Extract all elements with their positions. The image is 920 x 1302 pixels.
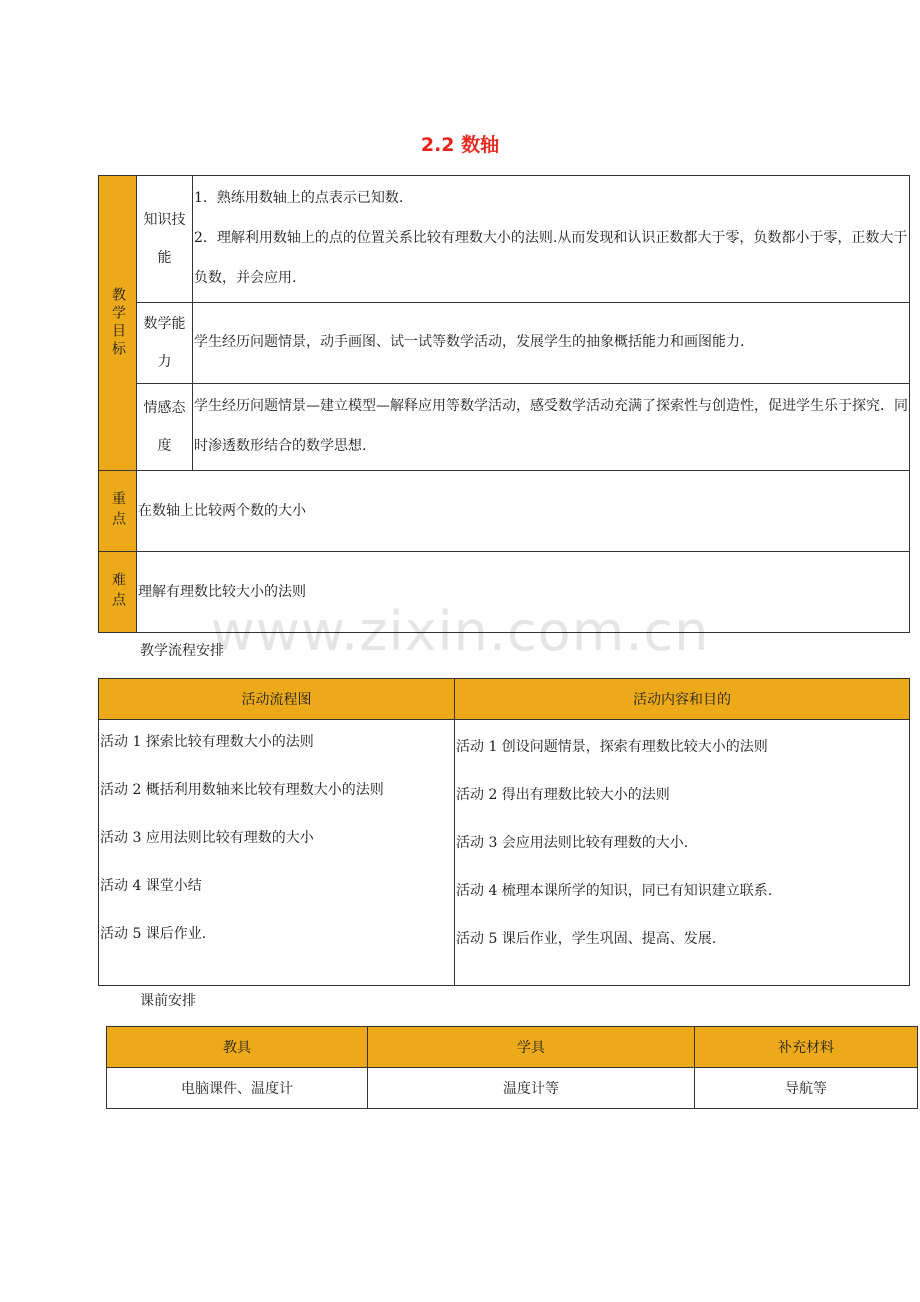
page-title: 2.2 数轴: [420, 134, 500, 156]
table-row: [99, 679, 910, 720]
list-item: 活动 3 应用法则比较有理数的大小: [100, 830, 314, 846]
table-row: [99, 471, 910, 552]
prep-value-extra: 导航等: [695, 1068, 918, 1109]
flow-left-cell: [99, 720, 455, 986]
key-point-text: 在数轴上比较两个数的大小: [137, 471, 910, 552]
objective-label-knowledge: 知识技能: [137, 176, 193, 303]
table-row: [99, 720, 910, 986]
objective-label-math: 数学能力: [137, 303, 193, 384]
prep-table: [106, 1026, 918, 1109]
list-item: 活动 4 梳理本课所学的知识，同已有知识建立联系.: [456, 883, 773, 899]
list-item: 活动 5 课后作业.: [100, 926, 207, 942]
prep-value-student: 温度计等: [368, 1068, 695, 1109]
table-row: [99, 303, 910, 384]
flow-right-cell: [455, 720, 910, 986]
objectives-table: [98, 175, 910, 633]
key-point-label: 重点: [99, 471, 137, 552]
list-item: 活动 5 课后作业，学生巩固、提高、发展.: [456, 931, 717, 947]
prep-header-extra: 补充材料: [695, 1027, 918, 1068]
prep-header-teacher: 教具: [107, 1027, 368, 1068]
difficulty-text: 理解有理数比较大小的法则: [137, 552, 910, 633]
list-item: 活动 3 会应用法则比较有理数的大小.: [456, 835, 689, 851]
objective-content-math: 学生经历问题情景，动手画图、试一试等数学活动，发展学生的抽象概括能力和画图能力.: [193, 303, 910, 384]
list-item: 活动 2 得出有理数比较大小的法则: [456, 787, 670, 803]
difficulty-label: 难点: [99, 552, 137, 633]
flow-section-label: 教学流程安排: [140, 643, 224, 659]
objective-label-emotion: 情感态度: [137, 384, 193, 471]
flow-header-chart: 活动流程图: [99, 679, 455, 720]
prep-section-label: 课前安排: [140, 993, 196, 1009]
objective-content-emotion: 学生经历问题情景—建立模型—解释应用等数学活动，感受数学活动充满了探索性与创造性，促进学生乐于探究．同时渗透数形结合的数学思想.: [193, 384, 910, 471]
watermark: www.zixin.com.cn: [210, 600, 710, 663]
prep-value-teacher: 电脑课件、温度计: [107, 1068, 368, 1109]
flow-table: [98, 678, 910, 986]
list-item: 活动 1 创设问题情景，探索有理数比较大小的法则: [456, 739, 768, 755]
list-item: 活动 4 课堂小结: [100, 878, 202, 894]
list-item: 活动 2 概括利用数轴来比较有理数大小的法则: [100, 782, 384, 798]
objective-content-knowledge: [193, 176, 910, 303]
table-row: [99, 384, 910, 471]
prep-header-student: 学具: [368, 1027, 695, 1068]
table-row: [107, 1027, 918, 1068]
list-item: 活动 1 探索比较有理数大小的法则: [100, 734, 314, 750]
objective-line: 1．熟练用数轴上的点表示已知数.: [194, 190, 404, 206]
flow-header-content: 活动内容和目的: [455, 679, 910, 720]
table-row: [107, 1068, 918, 1109]
objectives-group-label: 教学目标: [99, 176, 137, 471]
table-row: [99, 176, 910, 303]
objective-line: 2．理解利用数轴上的点的位置关系比较有理数大小的法则.从而发现和认识正数都大于零，负数都小于零，正数大于负数，并会应用.: [194, 230, 908, 286]
